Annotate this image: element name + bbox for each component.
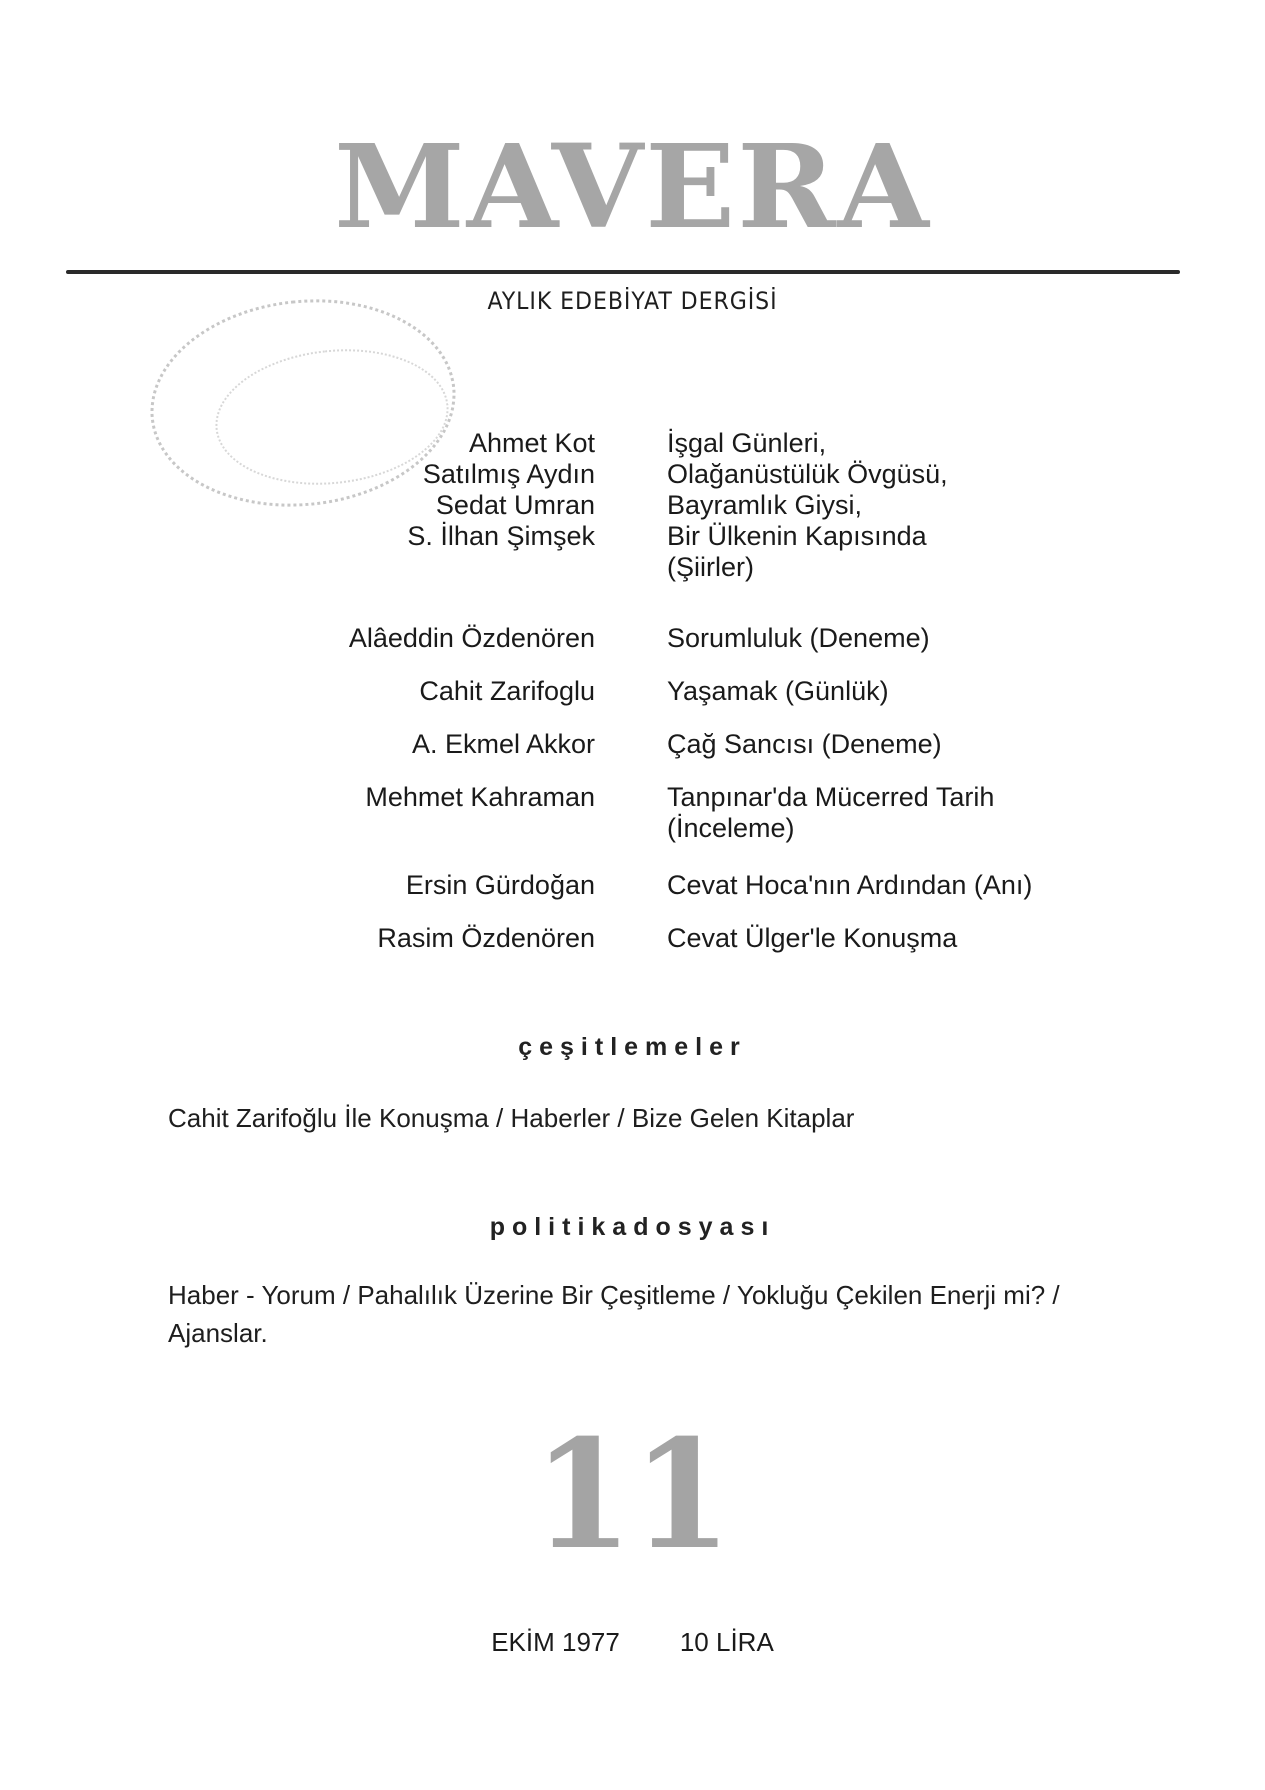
work-genre: (İnceleme) bbox=[667, 813, 795, 843]
toc-titles bbox=[667, 782, 994, 844]
author: Alâeddin Özdenören bbox=[348, 623, 595, 653]
work-genre: (Şiirler) bbox=[667, 552, 754, 582]
work-title: Tanpınar'da Mücerred Tarih bbox=[667, 782, 995, 812]
work-title: Yaşamak (Günlük) bbox=[667, 676, 889, 706]
work-title: İşgal Günleri, bbox=[667, 428, 827, 458]
author: Cahit Zarifoglu bbox=[419, 676, 595, 706]
section-heading-cesitlemeler: çeşitlemeler bbox=[518, 1033, 747, 1061]
toc-authors bbox=[407, 428, 595, 552]
issue-number: 11 bbox=[533, 1407, 732, 1583]
author: Rasim Özdenören bbox=[377, 923, 595, 953]
issue-footer bbox=[0, 1627, 1265, 1658]
toc-titles bbox=[667, 428, 948, 583]
section-heading-politika-dosyasi: politikadosyası bbox=[489, 1213, 776, 1241]
section-body-cesitlemeler: Cahit Zarifoğlu İle Konuşma / Haberler / Bize Gelen Kitaplar bbox=[168, 1103, 855, 1133]
work-title: Sorumluluk (Deneme) bbox=[667, 623, 930, 653]
masthead-rule bbox=[66, 270, 1180, 274]
section-body-politika-dosyasi: Haber - Yorum / Pahalılık Üzerine Bir Çeşitleme / Yokluğu Çekilen Enerji mi? / Ajanslar. bbox=[168, 1280, 1060, 1348]
issue-date: EKİM 1977 bbox=[491, 1627, 620, 1657]
work-title: Olağanüstülük Övgüsü, bbox=[667, 459, 948, 489]
author: Mehmet Kahraman bbox=[365, 782, 595, 812]
magazine-subtitle: AYLIK EDEBİYAT DERGİSİ bbox=[487, 287, 778, 315]
author: Ahmet Kot bbox=[468, 428, 595, 458]
work-title: Çağ Sancısı (Deneme) bbox=[667, 729, 942, 759]
author: Satılmış Aydın bbox=[422, 459, 595, 489]
author: A. Ekmel Akkor bbox=[411, 729, 595, 759]
work-title: Bir Ülkenin Kapısında bbox=[667, 521, 927, 551]
work-title: Cevat Ülger'le Konuşma bbox=[667, 923, 958, 953]
author: Ersin Gürdoğan bbox=[405, 870, 595, 900]
issue-price: 10 LİRA bbox=[679, 1627, 774, 1657]
author: S. İlhan Şimşek bbox=[407, 521, 595, 551]
work-title: Cevat Hoca'nın Ardından (Anı) bbox=[667, 870, 1033, 900]
work-title: Bayramlık Giysi, bbox=[667, 490, 863, 520]
author: Sedat Umran bbox=[435, 490, 595, 520]
magazine-title: MAVERA bbox=[334, 118, 931, 255]
